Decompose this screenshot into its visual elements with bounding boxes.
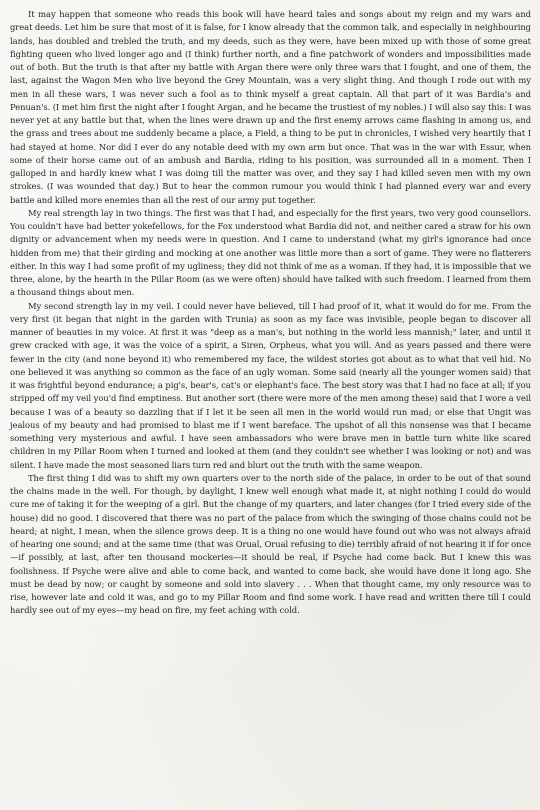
paragraph-counsellors: My real strength lay in two things. The first was that I had, and especially for the first years, two very good counsellors. You couldn't have had better yokefellows, for the Fox understood what Bardia did not, and neither cared a straw for his own dignity or advancement when my needs were in question. And I came to understand (what my girl's ignorance had once hidden from me) that their girding and mocking at one another was little more than a sort of game. They were no flatterers either. In this way I had some profit of my ugliness; they did not think of me as a woman. If they had, it is impossible that we three, alone, by the hearth in the Pillar Room (as we were often) should have talked with such freedom. I learned from them a thousand things about men. — [10, 207, 531, 298]
paragraph-reign-and-wars: It may happen that someone who reads this book will have heard tales and songs about my reign and my wars and great deeds. Let him be sure that most of it is false, for I know already that the common talk, and especially in neighbouring lands, has doubled and trebled the truth, and my deeds, such as they were, have been mixed up with those of some great fighting queen who lived longer ago and (I think) further north, and a fine patchwork of wonders and impossibilities made out of both. But the truth is that after my battle with Argan there were only three wars that I fought, and one of them, the last, against the Wagon Men who live beyond the Grey Mountain, was a very slight thing. And though I rode out with my men in all these wars, I was never such a fool as to think myself a great captain. All that part of it was Bardia's and Penuan's. (I met him first the night after I fought Argan, and he became the trustiest of my nobles.) I will also say this: I was never yet at any battle but that, when the lines were drawn up and the first enemy arrows came flashing in among us, and the grass and trees about me suddenly became a place, a Field, a thing to be put in chronicles, I wished very heartily that I had stayed at home. Nor did I ever do any notable deed with my own arm but once. That was in the war with Essur, when some of their horse came out of an ambush and Bardia, riding to his position, was surrounded all in a moment. Then I galloped in and hardly knew what I was doing till the matter was over, and they say I had killed seven men with my own strokes. (I was wounded that day.) But to hear the common rumour you would think I had planned every war and every battle and killed more enemies than all the rest of our army put together. — [10, 9, 531, 205]
paragraph-chains-in-well: The first thing I did was to shift my own quarters over to the north side of the palace, in order to be out of that sound the chains made in the well. For though, by daylight, I knew well enough what made it, at night nothing I could do would cure me of taking it for the weeping of a girl. But the change of my quarters, and later changes (for I tried every side of the house) did no good. I discovered that there was no part of the palace from which the swinging of those chains could not be heard; at night, I mean, when the silence grows deep. It is a thing no one would have found out who was not always afraid of hearing one sound; and at the same time (that was Orual, Orual refusing to die) terribly afraid of not hearing it if for once—if possibly, at last, after ten thousand mockeries—it should be real, if Psyche had come back. But I knew this was foolishness. If Psyche were alive and able to come back, and wanted to come back, she would have done it long ago. She must be dead by now; or caught by someone and sold into slavery . . . When that thought came, my only resource was to rise, however late and cold it was, and go to my Pillar Room and find some work. I have read and written there till I could hardly see out of my eyes—my head on fire, my feet aching with cold. — [10, 472, 531, 616]
paragraph-veil: My second strength lay in my veil. I could never have believed, till I had proof of it, what it would do for me. From the very first (it began that night in the garden with Trunia) as soon as my face was invisible, people began to discover all manner of beauties in my voice. At first it was "deep as a man's, but nothing in the world less mannish;" later, and until it grew cracked with age, it was the voice of a spirit, a Siren, Orpheus, what you will. And as years passed and there were fewer in the city (and none beyond it) who remembered my face, the wildest stories got about as to what that veil hid. No one believed it was anything so common as the face of an ugly woman. Some said (nearly all the younger women said) that it was frightful beyond endurance; a pig's, bear's, cat's or elephant's face. The best story was that I had no face at all; if you stripped off my veil you'd find emptiness. But another sort (there were more of the men among these) said that I wore a veil because I was of a beauty so dazzling that if I let it be seen all men in the world would run mad; or else that Ungit was jealous of my beauty and had promised to blast me if I went bareface. The upshot of all this nonsense was that I became something very mysterious and awful. I have seen ambassadors who were brave men in battle turn white like scared children in my Pillar Room when I turned and looked at them (and they couldn't see whether I was looking or not) and was silent. I have made the most seasoned liars turn red and blurt out the truth with the same weapon. — [10, 300, 531, 470]
